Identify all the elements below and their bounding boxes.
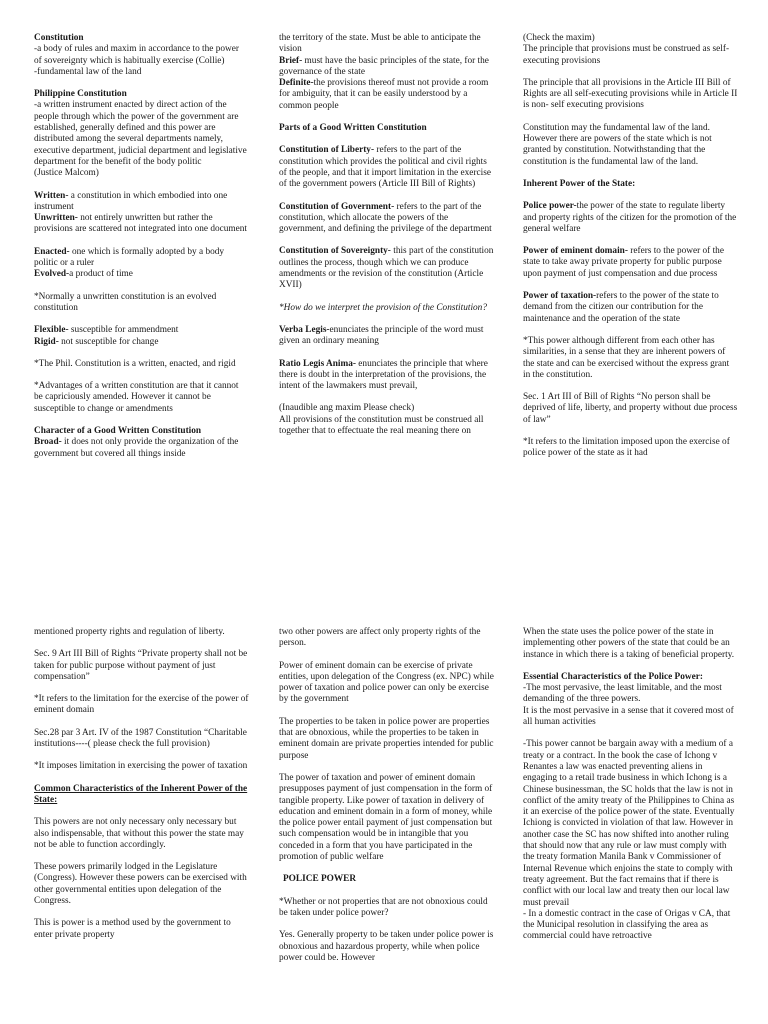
paragraph-text: This is power is a method used by the government to enter private property [34,918,231,940]
bottom-middle-column [279,627,494,1024]
paragraph [279,246,494,291]
paragraph [523,44,738,67]
paragraph [523,291,738,325]
paragraph [523,627,738,661]
paragraph-text: the provisions thereof must not provide a room for ambiguity, that it can be easily understood by a common people [279,78,489,111]
paragraph-text: *Normally a unwritten constitution is an evolved constitution [34,291,217,313]
paragraph-text: not susceptible for change [58,336,159,347]
paragraph-text: Power of eminent domain can be exercise of private entities, upon delegation of the Congress (ex. NPC) while power of taxation and police power can only be exercise by the government [279,660,494,705]
paragraph-text: two other powers are affect only property rights of the person. [279,627,481,649]
paragraph-text: -a body of rules and maxim in accordance to the power of sovereignty which is habitually exercise (Collie) [34,44,239,66]
paragraph [34,426,249,437]
paragraph-text: Inherent Power of the State: [523,178,636,189]
bottom-left-column [34,627,249,1024]
term-label: Constitution of Sovereignty- [279,246,391,257]
paragraph [523,336,738,381]
paragraph [34,694,249,717]
paragraph-text: Character of a Good Written Constitution [34,426,202,437]
paragraph [34,213,249,236]
paragraph [523,201,738,235]
paragraph [279,415,494,438]
paragraph [279,403,494,414]
paragraph-text: must have the basic principles of the state, for the governance of the state [279,55,489,77]
term-label: Verba Legis- [279,324,330,335]
top-right-column [523,33,738,553]
paragraph [34,100,249,168]
paragraph [34,168,249,179]
term-label: Power of taxation- [523,291,597,302]
paragraph [34,359,249,370]
term-label: Broad- [34,437,62,448]
paragraph [279,33,494,56]
paragraph [523,672,738,683]
paragraph-text: it does not only provide the organization of the government but covered all things inside [34,437,239,459]
paragraph-text: Constitution may the fundamental law of the land. However there are powers of the state which is not granted by constitution. Notwithstanding that the constitution is the fundamental law of the land. [523,122,712,167]
paragraph [34,269,249,280]
paragraph [523,739,738,908]
term-label: Flexible- [34,325,69,336]
paragraph [34,247,249,270]
paragraph [523,123,738,168]
paragraph-text: (Justice Malcom) [34,168,99,179]
paragraph-text: (Inaudible ang maxim Please check) [279,403,415,414]
paragraph [34,437,249,460]
term-label: Constitution of Government- [279,201,395,212]
paragraph-text: All provisions of the constitution must be construed all together that to effectuate the real meaning there on [279,414,484,437]
term-label: Unwritten- [34,213,78,224]
paragraph [279,897,494,920]
paragraph [34,325,249,336]
paragraph-text: Common Characteristics of the Inherent Power of the State: [34,783,248,805]
paragraph [34,33,249,44]
paragraph-text: This powers are not only necessary only necessary but also indispensable, that without this power the state may not be able to function accordingly. [34,817,244,850]
paragraph-text: the power of the state to regulate liberty and property rights of the citizen for the promotion of the general welfare [523,201,737,234]
term-label: Brief- [279,55,303,66]
paragraph [34,761,249,772]
paragraph-text: Sec.28 par 3 Art. IV of the 1987 Constitution “Charitable institutions----( please check the full provision) [34,727,247,750]
paragraph [279,123,494,134]
paragraph-text: Constitution [34,33,84,43]
paragraph-text: *It refers to the limitation imposed upon the exercise of police power of the state as it had [523,437,730,459]
paragraph [279,773,494,863]
paragraph [34,381,249,415]
paragraph [34,292,249,315]
paragraph-text: *It refers to the limitation for the exercise of the power of eminent domain [34,694,249,716]
paragraph-text: refers to the part of the constitution, which allocate the powers of the government, and defining the privilege of the department [279,201,492,235]
paragraph-text: The properties to be taken in police power are properties that are obnoxious, while the properties to be taken in eminent domain are private properties intended for public purpose [279,716,494,761]
paragraph-text: -fundamental law of the land [34,66,142,77]
paragraph [523,33,738,44]
term-label: Power of eminent domain- [523,246,628,257]
paragraph-text: refers to the power of the state to take away private property for public purpose upon payment of just compensation and due process [523,246,724,279]
paragraph-text: (Check the maxim) [523,33,595,43]
paragraph [523,246,738,280]
paragraph-text: *Advantages of a written constitution are that it cannot be capriciously amended. However it cannot be susceptible to change or amendments [34,381,239,414]
paragraph-text: When the state uses the police power of the state in implementing other powers of the state that could be an instance in which there is a taking of beneficial property. [523,627,735,660]
top-left-column [34,33,249,553]
paragraph-text: *Whether or not properties that are not obnoxious could be taken under police power? [279,896,488,918]
paragraph-text: POLICE POWER [283,874,357,885]
term-label: Written- [34,190,69,201]
paragraph-text: -The most pervasive, the least limitable, and the most demanding of the three powers. [523,683,722,705]
paragraph-text: Essential Characteristics of the Police Power: [523,671,703,682]
paragraph [34,918,249,941]
paragraph-text: one which is formally adopted by a body politic or a ruler [34,246,225,269]
paragraph [523,179,738,190]
paragraph-text: refers to the power of the state to demand from the citizen our contribution for the maintenance and the operation of the state [523,291,719,324]
paragraph-text: enunciates the principle that where there is doubt in the interpretation of the provisions, the intent of the lawmakers must prevail, [279,358,488,392]
paragraph-text: *The Phil. Constitution is a written, enacted, and rigid [34,358,236,369]
term-label: Constitution of Liberty- [279,145,375,156]
paragraph-text: The principle that all provisions in the Article III Bill of Rights are all self-executing provisions while in Article II is non- self executing provisions [523,77,738,111]
term-label: Ratio Legis Anima- [279,358,356,369]
paragraph [279,717,494,762]
paragraph [523,909,738,943]
term-label: Evolved- [34,269,70,280]
paragraph [34,784,249,807]
paragraph-text: susceptible for ammendment [68,325,179,336]
paragraph-text: Parts of a Good Written Constitution [279,123,427,134]
paragraph-text: -a written instrument enacted by direct action of the people through which the power of the government are established, generally defined and this power are distributed among the several departments namely, executive department, judicial department and legislative department for the benefit of the body politic [34,100,247,167]
paragraph-text: the territory of the state. Must be able to anticipate the vision [279,33,481,55]
paragraph [279,930,494,964]
paragraph [34,862,249,907]
paragraph [279,303,494,314]
paragraph-text: mentioned property rights and regulation of liberty. [34,627,225,637]
paragraph-text: *It imposes limitation in exercising the power of taxation [34,761,248,772]
paragraph-text: Philippine Constitution [34,89,127,100]
paragraph-text: -This power cannot be bargain away with a medium of a treaty or a contract. In the book the case of Ichong v Renantes a law was enacted preventing aliens in engaging to a retail trade business in which Ichong is a Chinese businessman, the SC holds that the law is not in conflict of the amity treaty of the Philippines to China as it an exercise of the police power of the state. Eventually Ichiong is convicted in violation of that law. However in another case the SC has now shifted into another ruling that should now that any rule or law must comply with the treaty formation Manila Bank v Commissioner of Internal Revenue which enjoins the state to comply with treaty agreement. But the fact remains that if there is conflict with our local law and treaty then our local law must prevail [523,739,735,908]
paragraph-text: Sec. 1 Art III of Bill of Rights “No person shall be deprived of life, liberty, and property without due process of law” [523,392,738,425]
paragraph [34,337,249,348]
paragraph [279,78,494,112]
paragraph-text: Yes. Generally property to be taken under police power is obnoxious and hazardous property, while when police power could be. However [279,930,494,963]
paragraph [279,325,494,348]
paragraph [279,56,494,79]
paragraph [523,78,738,112]
paragraph [34,728,249,751]
term-label: Definite- [279,78,314,89]
top-middle-column [279,33,494,553]
paragraph [34,191,249,214]
paragraph-text: a product of time [69,269,133,280]
paragraph [34,649,249,683]
paragraph [523,437,738,460]
paragraph-text: - In a domestic contract in the case of Origas v CA, that the Municipal resolution in classifying the area as commercial could have retroactive [523,908,731,942]
paragraph-text: It is the most pervasive in a sense that it covered most of all human activities [523,705,734,728]
paragraph-text: *This power although different from each other has similarities, in a sense that they are inherent powers of the state and can be exercised without the express grant in the constitution. [523,335,730,380]
paragraph-text: not entirely unwritten but rather the provisions are scattered not integrated into one document [34,213,247,235]
term-label: Rigid- [34,336,59,347]
paragraph-text: refers to the part of the constitution which provides the political and civil rights of the people, and that it import limitation in the exercise of the government powers (Article III Bill of Rights) [279,145,491,190]
paragraph [34,817,249,851]
paragraph [279,627,494,650]
term-label: Enacted- [34,246,70,257]
paragraph-text: Sec. 9 Art III Bill of Rights “Private property shall not be taken for public purpose without payment of just compensation” [34,649,248,682]
paragraph [279,145,494,190]
paragraph-text: enunciates the principle of the word must given an ordinary meaning [279,324,484,347]
paragraph [279,359,494,393]
paragraph [523,706,738,729]
paragraph-text: a constitution in which embodied into one instrument [34,190,228,212]
paragraph [523,683,738,706]
paragraph [34,67,249,78]
paragraph-text: These powers primarily lodged in the Legislature (Congress). However these powers can be exercised with other governmental entities upon delegation of the Congress. [34,862,247,907]
paragraph-text: this part of the constitution outlines the process, though which we can produce amendments or the revision of the constitution (Article XVII) [279,246,494,291]
paragraph [279,202,494,236]
paragraph-text: *How do we interpret the provision of the Constitution? [279,302,487,313]
bottom-right-column [523,627,738,1024]
paragraph [279,874,494,885]
paragraph [523,392,738,426]
paragraph-text: The principle that provisions must be construed as self-executing provisions [523,44,730,66]
paragraph [34,44,249,67]
paragraph [34,627,249,638]
paragraph-text: The power of taxation and power of eminent domain presupposes payment of just compensation in the form of tangible property. Like power of taxation in delivery of education and eminent domain in a form of money, while the police power entail payment of just compensation but such compensation would be in intangible that you conceded in a form that you have participated in the promotion of public welfare [279,772,493,863]
term-label: Police power- [523,201,577,212]
paragraph [279,661,494,706]
paragraph [34,89,249,100]
